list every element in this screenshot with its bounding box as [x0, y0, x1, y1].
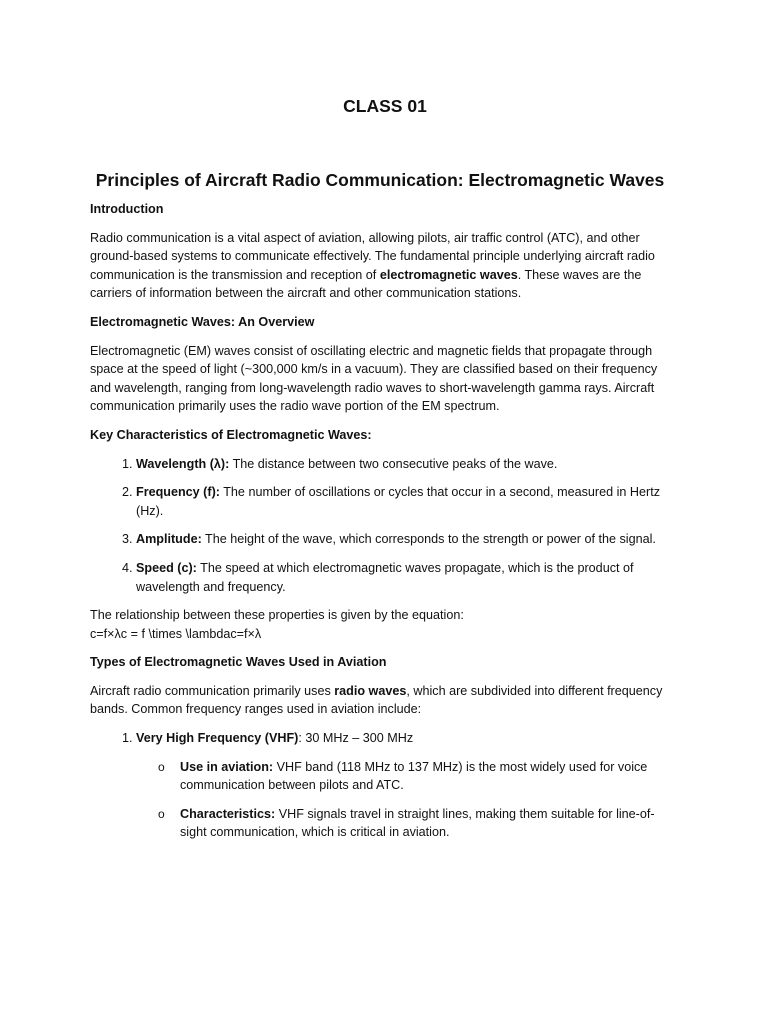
item-text: The speed at which electromagnetic waves propagate, which is the product of wavelength and frequency. — [136, 560, 634, 594]
sub-item-text: VHF band (118 MHz to 137 MHz) is the most widely used for voice communication between pilots and ATC. — [180, 759, 648, 793]
introduction-heading: Introduction — [90, 202, 164, 216]
list-item — [136, 483, 680, 520]
intro-bold-term: electromagnetic waves — [379, 267, 518, 282]
sub-item-text: VHF signals travel in straight lines, making them suitable for line-of-sight communication, which is critical in aviation. — [180, 806, 655, 840]
item-label: Speed (c): — [136, 560, 197, 575]
intro-text-end: . These waves are the carriers of information between the aircraft and other communication stations. — [90, 267, 642, 301]
sub-item-label: Characteristics: — [180, 806, 276, 821]
frequency-bands-list — [90, 729, 680, 842]
intro-text-start: Radio communication is a vital aspect of aviation, allowing pilots, air traffic control (ATC), and other ground-based systems to communicate effectively. The fundamental principle underlying aircraft radio communication is the transmission and reception of — [90, 230, 655, 282]
list-item — [136, 729, 680, 842]
main-title: Principles of Aircraft Radio Communication: Electromagnetic Waves — [95, 170, 665, 190]
overview-heading: Electromagnetic Waves: An Overview — [90, 314, 315, 329]
item-label: Wavelength (λ): — [136, 456, 230, 471]
list-item — [136, 530, 680, 549]
types-text-start: Aircraft radio communication primarily uses — [90, 683, 335, 698]
types-bold-term: radio waves — [334, 683, 407, 698]
band-range: : 30 MHz – 300 MHz — [298, 731, 414, 746]
types-heading: Types of Electromagnetic Waves Used in Aviation — [90, 655, 387, 670]
sub-list-item — [158, 805, 680, 842]
item-text: The distance between two consecutive peaks of the wave. — [229, 456, 558, 471]
sub-item-label: Use in aviation: — [180, 759, 274, 774]
item-label: Amplitude: — [136, 532, 202, 547]
equation-intro: The relationship between these properties is given by the equation: — [90, 608, 464, 623]
document-content — [90, 94, 680, 852]
list-item — [136, 455, 680, 474]
band-details-list — [136, 758, 680, 842]
types-paragraph — [90, 682, 680, 719]
list-item — [136, 559, 680, 596]
equation-formula: c=f×λc = f \times \lambdac=f×λ — [90, 626, 262, 641]
sub-list-item — [158, 758, 680, 795]
item-text: The height of the wave, which corresponds to the strength or power of the signal. — [201, 532, 656, 547]
class-title: CLASS 01 — [343, 96, 427, 116]
equation-paragraph — [90, 606, 680, 643]
item-label: Frequency (f): — [136, 485, 220, 500]
types-text-end: , which are subdivided into different frequency bands. Common frequency ranges used in aviation include: — [90, 683, 663, 717]
introduction-paragraph — [90, 229, 680, 303]
overview-paragraph: Electromagnetic (EM) waves consist of oscillating electric and magnetic fields that propagate through space at the speed of light (~300,000 km/s in a vacuum). They are classified based on their frequency and wavelength, ranging from long-wavelength radio waves to short-wavelength gamma rays. Aircraft communication primarily uses the radio wave portion of the EM spectrum. — [90, 343, 658, 414]
characteristics-list — [90, 455, 680, 597]
item-text: The number of oscillations or cycles that occur in a second, measured in Hertz (Hz). — [136, 485, 661, 518]
characteristics-heading: Key Characteristics of Electromagnetic Waves: — [90, 427, 372, 442]
bullet-icon: o — [158, 806, 165, 821]
band-label: Very High Frequency (VHF) — [136, 731, 299, 746]
bullet-icon: o — [158, 759, 165, 774]
